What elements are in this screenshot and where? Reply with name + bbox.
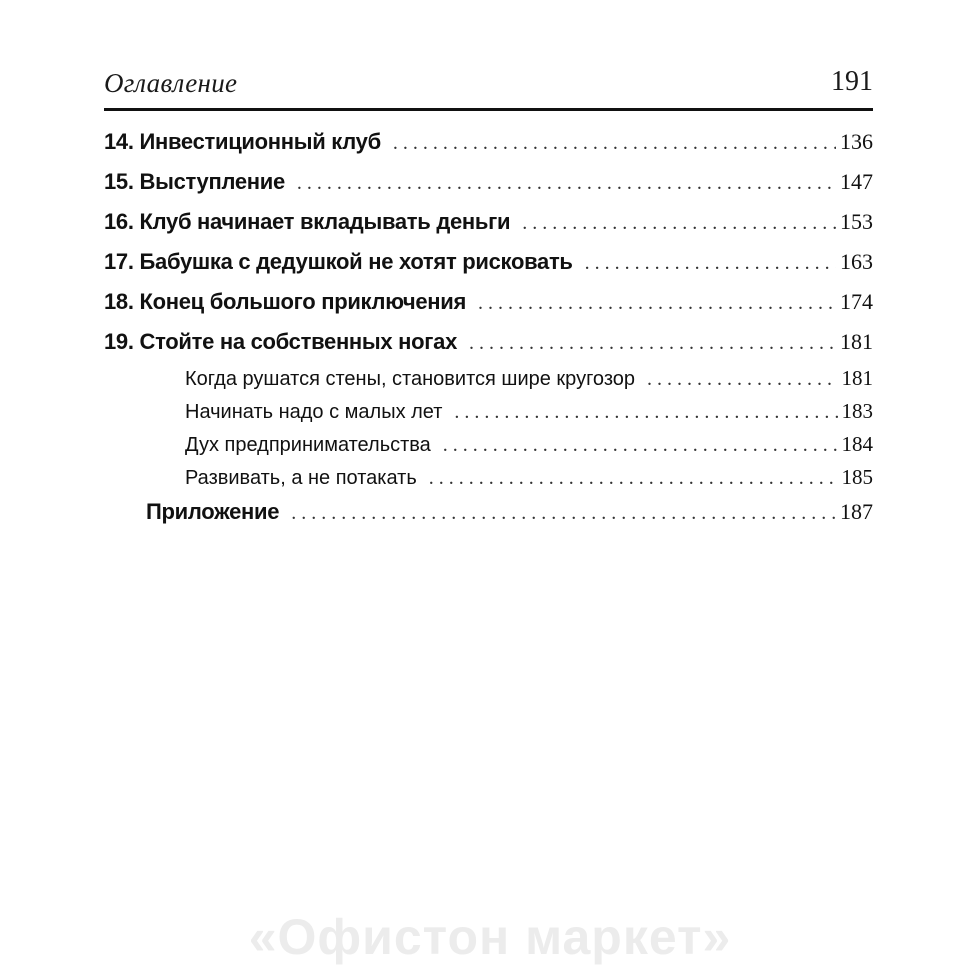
dot-leader <box>429 462 838 495</box>
toc-entry-chapter-14 <box>104 122 873 162</box>
toc-entry-page: 181 <box>840 329 873 354</box>
toc-entry-page: 147 <box>840 169 873 194</box>
toc-entry-section <box>104 428 873 461</box>
dot-leader <box>478 283 836 323</box>
toc-entry-section <box>104 395 873 428</box>
toc-entry-page: 174 <box>840 289 873 314</box>
toc-entry-title: 14. Инвестиционный клуб <box>104 129 381 154</box>
toc-entry-section <box>104 461 873 494</box>
toc-entry-title: Когда рушатся стены, становится шире кругозор <box>185 368 636 390</box>
dot-leader <box>585 243 836 283</box>
dot-leader <box>647 363 837 396</box>
toc-entry-chapter-17 <box>104 242 873 282</box>
toc-entry-title: 17. Бабушка с дедушкой не хотят рисковать <box>104 249 573 274</box>
dot-leader <box>291 495 836 531</box>
header-rule <box>104 108 873 111</box>
toc-entry-title: Приложение <box>146 499 280 524</box>
table-of-contents <box>104 122 873 530</box>
toc-entry-page: 183 <box>841 399 873 423</box>
toc-entry-title: Дух предпринимательства <box>185 434 431 456</box>
toc-entry-chapter-15 <box>104 162 873 202</box>
dot-leader <box>522 203 836 243</box>
dot-leader <box>297 163 836 203</box>
running-head-title: Оглавление <box>104 68 238 98</box>
toc-entry-page: 181 <box>841 366 873 390</box>
toc-entry-page: 153 <box>840 209 873 234</box>
toc-entry-title: 18. Конец большого приключения <box>104 289 467 314</box>
dot-leader <box>469 323 836 363</box>
toc-entry-page: 185 <box>841 465 873 489</box>
watermark: «Офистон маркет» <box>248 909 732 965</box>
toc-entry-section <box>104 362 873 395</box>
dot-leader <box>393 123 836 163</box>
page-header <box>104 66 873 106</box>
toc-entry-chapter-18 <box>104 282 873 322</box>
toc-entry-page: 187 <box>840 499 873 524</box>
toc-entry-title: Развивать, а не потакать <box>185 467 417 489</box>
toc-entry-title: 15. Выступление <box>104 169 285 194</box>
toc-entry-page: 136 <box>840 129 873 154</box>
toc-entry-title: Начинать надо с малых лет <box>185 401 443 423</box>
toc-entry-chapter-19 <box>104 322 873 362</box>
toc-entry-page: 163 <box>840 249 873 274</box>
toc-entry-title: 19. Стойте на собственных ногах <box>104 329 458 354</box>
dot-leader <box>454 396 837 429</box>
toc-entry-title: 16. Клуб начинает вкладывать деньги <box>104 209 511 234</box>
toc-entry-chapter-16 <box>104 202 873 242</box>
toc-entry-appendix <box>104 494 873 530</box>
dot-leader <box>443 429 838 462</box>
running-head-page-number: 191 <box>831 66 873 97</box>
toc-entry-page: 184 <box>841 432 873 456</box>
